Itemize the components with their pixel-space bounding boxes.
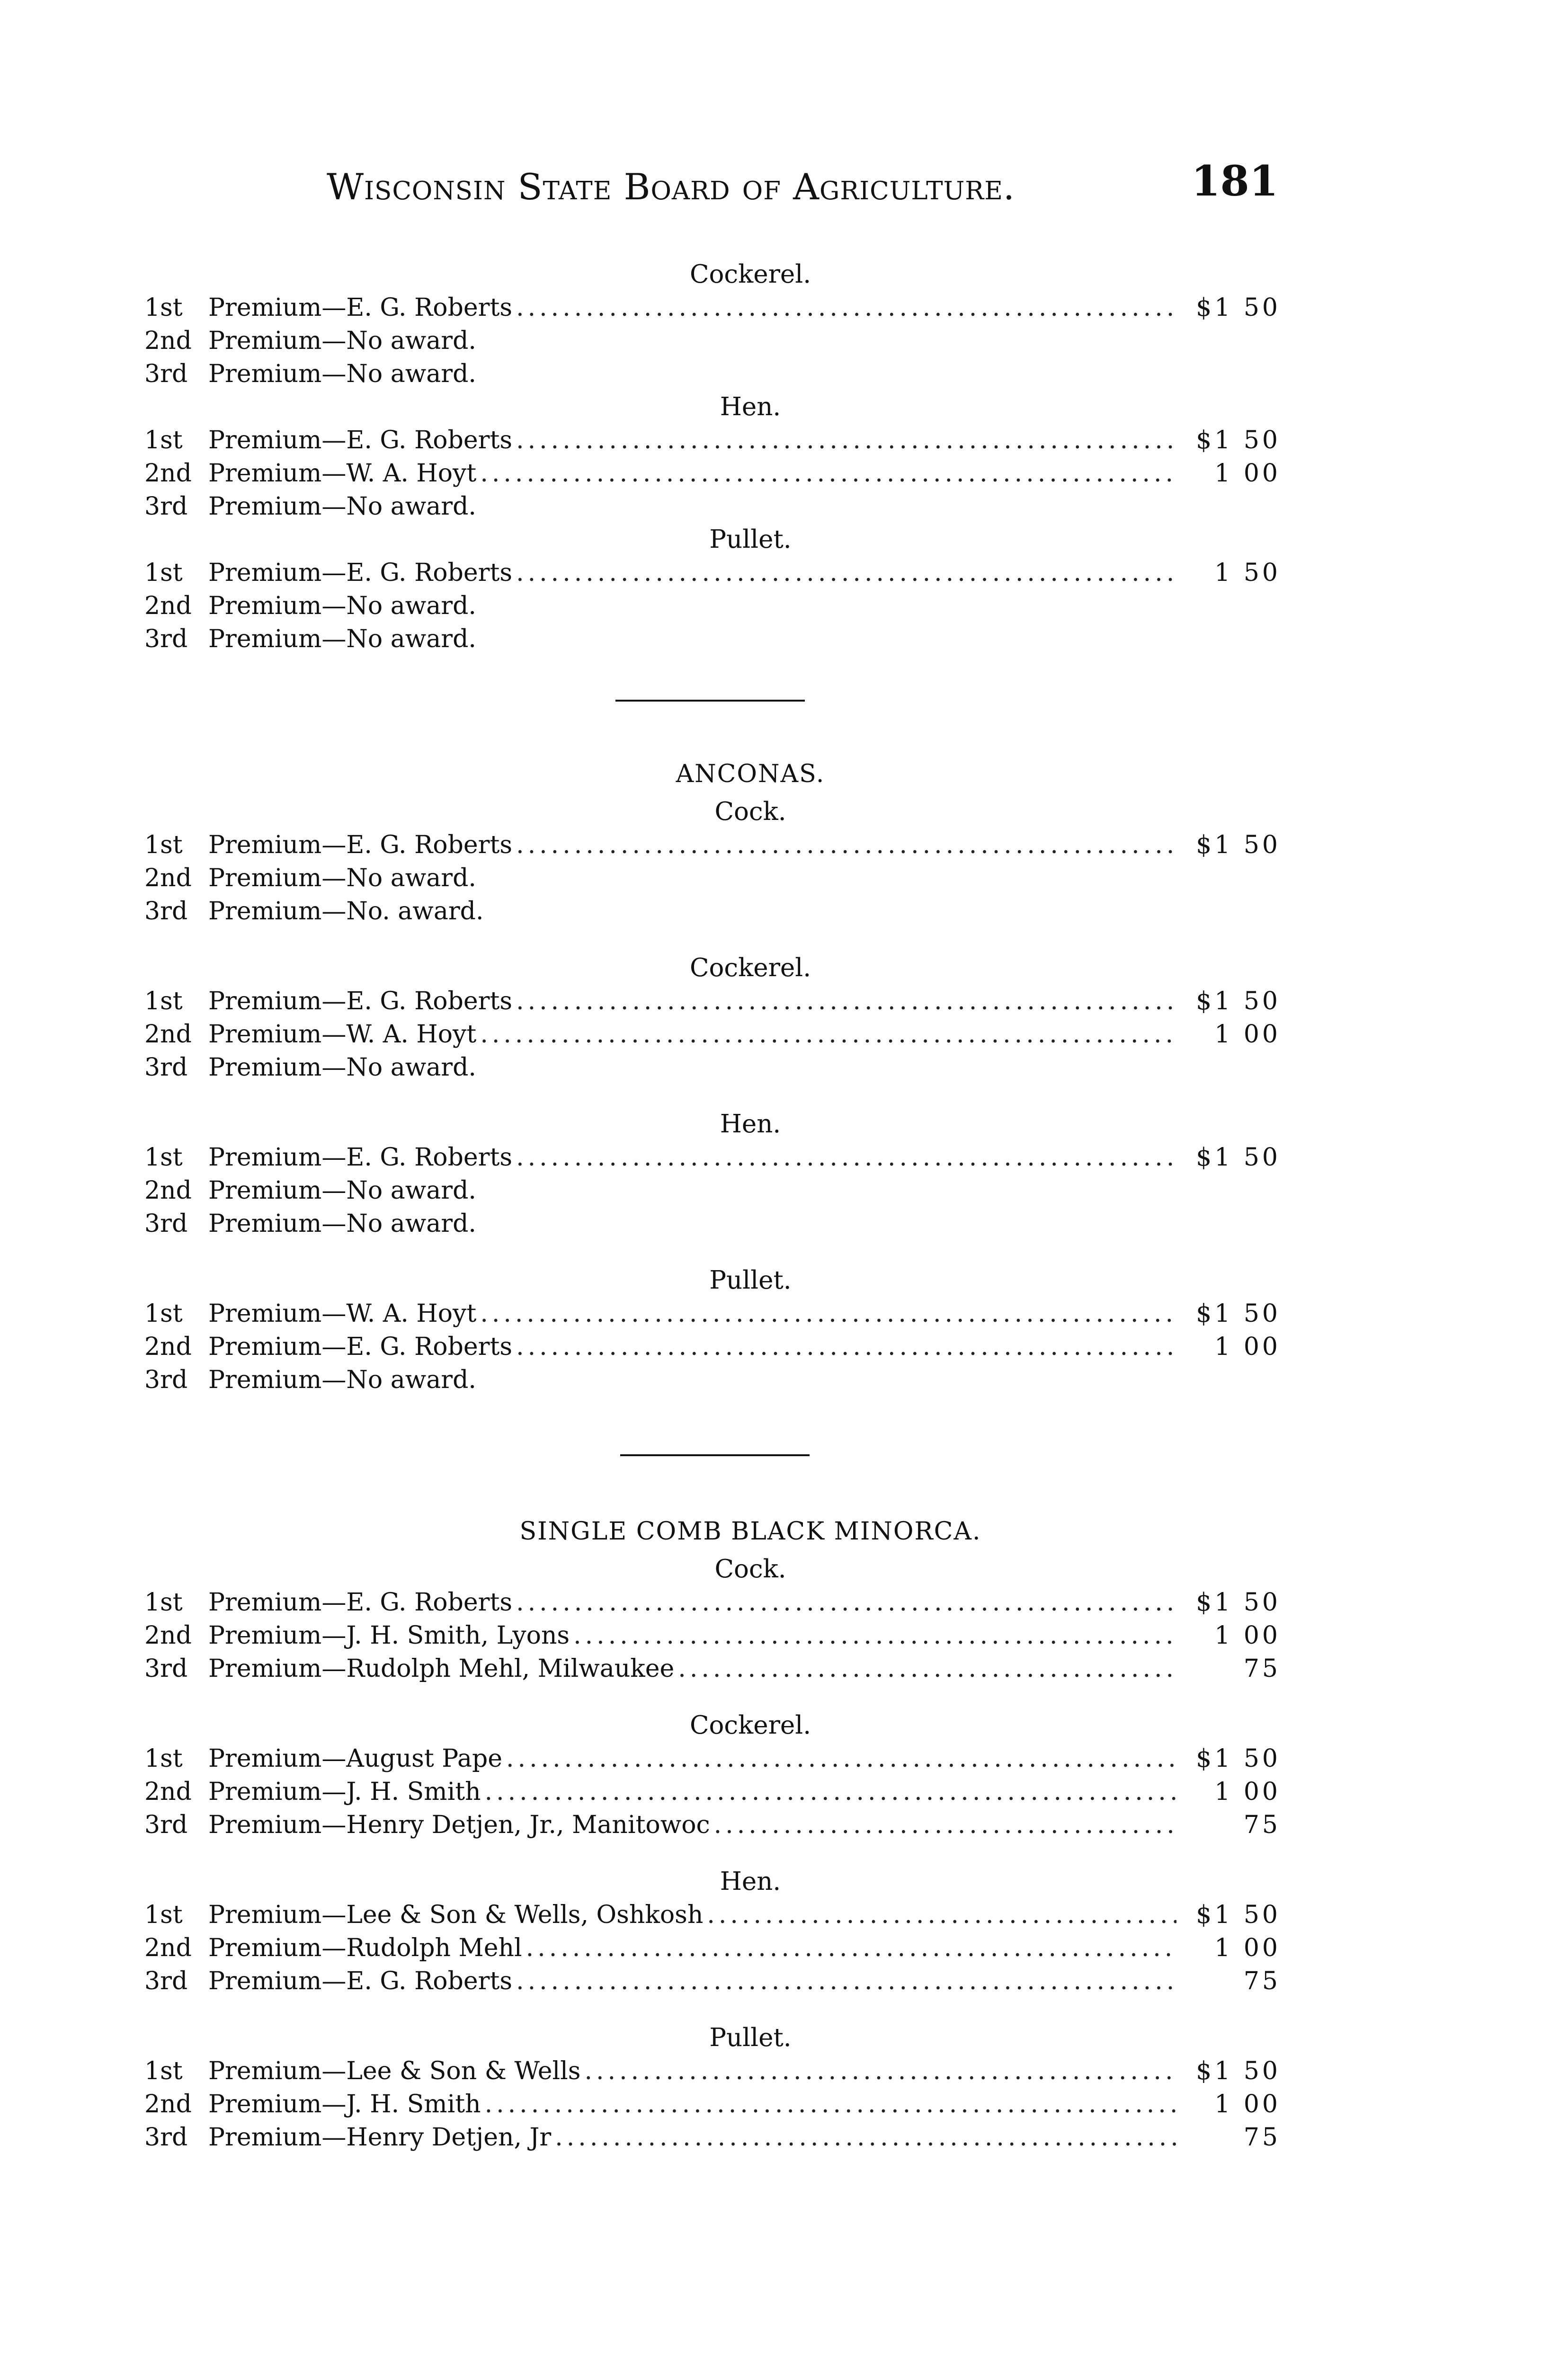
class-heading: Pullet. [709, 525, 792, 554]
award-place: 1st [144, 831, 183, 859]
award-row [144, 324, 1281, 357]
award-recipient: Premium—No award. [208, 492, 476, 521]
award-recipient: Premium—J. H. Smith, Lyons [208, 1621, 570, 1650]
award-place: 3rd [144, 897, 188, 925]
award-row [144, 589, 1281, 623]
award-row [144, 1775, 1281, 1808]
award-row [144, 862, 1281, 895]
award-amount: $1 50 [1196, 1299, 1281, 1328]
award-amount: 1 00 [1214, 1333, 1281, 1361]
award-row [144, 1965, 1281, 1998]
breed-heading: SINGLE COMB BLACK MINORCA. [519, 1517, 981, 1546]
award-recipient: Premium—No award. [208, 1210, 476, 1238]
award-amount: $1 50 [1196, 1901, 1281, 1929]
dot-leader [480, 1297, 1176, 1330]
section-anconas [144, 757, 1281, 1397]
award-recipient: Premium—No award. [208, 360, 476, 388]
award-place: 1st [144, 1901, 183, 1929]
award-row [144, 1207, 1281, 1240]
running-head [142, 156, 1278, 218]
award-row [144, 1051, 1281, 1084]
dot-leader [516, 985, 1176, 1018]
award-place: 3rd [144, 1210, 188, 1238]
dot-leader [516, 1586, 1176, 1619]
award-place: 3rd [144, 1053, 188, 1082]
award-place: 1st [144, 1744, 183, 1773]
award-row [144, 1174, 1281, 1207]
award-recipient: Premium—E. G. Roberts [208, 987, 513, 1015]
award-place: 3rd [144, 1655, 188, 1683]
award-row [144, 1330, 1281, 1363]
award-place: 2nd [144, 1020, 192, 1049]
award-recipient: Premium—E. G. Roberts [208, 1967, 513, 1995]
award-amount: 1 00 [1214, 1621, 1281, 1650]
award-place: 3rd [144, 360, 188, 388]
dot-leader [516, 1965, 1176, 1998]
award-amount: 75 [1243, 1811, 1281, 1839]
award-recipient: Premium—Henry Detjen, Jr [208, 2123, 552, 2152]
award-recipient: Premium—No award. [208, 625, 476, 653]
award-recipient: Premium—W. A. Hoyt [208, 1299, 477, 1328]
award-recipient: Premium—E. G. Roberts [208, 426, 513, 454]
award-row [144, 2055, 1281, 2088]
dot-leader [584, 2055, 1176, 2088]
award-amount: 1 00 [1214, 1020, 1281, 1049]
award-row [144, 2121, 1281, 2154]
award-recipient: Premium—E. G. Roberts [208, 294, 513, 322]
section-divider [615, 700, 805, 702]
award-recipient: Premium—Lee & Son & Wells [208, 2057, 581, 2085]
award-recipient: Premium—No award. [208, 1366, 476, 1394]
award-recipient: Premium—No award. [208, 1176, 476, 1205]
award-recipient: Premium—E. G. Roberts [208, 559, 513, 587]
dot-leader [573, 1619, 1176, 1652]
dot-leader [678, 1652, 1176, 1685]
dot-leader [516, 1330, 1176, 1363]
award-place: 1st [144, 559, 183, 587]
award-recipient: Premium—Lee & Son & Wells, Oshkosh [208, 1901, 704, 1929]
award-place: 1st [144, 426, 183, 454]
award-row [144, 424, 1281, 457]
class-heading: Hen. [720, 392, 781, 421]
award-row [144, 1931, 1281, 1965]
award-amount: 1 00 [1214, 1934, 1281, 1962]
award-amount: 75 [1243, 1655, 1281, 1683]
award-place: 3rd [144, 1366, 188, 1394]
dot-leader [714, 1808, 1176, 1842]
award-row [144, 556, 1281, 589]
award-recipient: Premium—No award. [208, 1053, 476, 1082]
dot-leader [485, 1775, 1176, 1808]
class-heading: Pullet. [709, 2023, 792, 2052]
award-recipient: Premium—No. award. [208, 897, 484, 925]
award-row [144, 1898, 1281, 1931]
award-recipient: Premium—No award. [208, 592, 476, 620]
award-amount: $1 50 [1196, 1143, 1281, 1172]
award-recipient: Premium—August Pape [208, 1744, 503, 1773]
award-place: 3rd [144, 625, 188, 653]
award-row [144, 895, 1281, 928]
award-row [144, 2088, 1281, 2121]
award-amount: 75 [1243, 2123, 1281, 2152]
dot-leader [555, 2121, 1176, 2154]
section-divider [620, 1454, 810, 1456]
award-amount: 75 [1243, 1967, 1281, 1995]
award-place: 1st [144, 1588, 183, 1617]
award-row [144, 1586, 1281, 1619]
award-place: 3rd [144, 2123, 188, 2152]
award-place: 2nd [144, 1176, 192, 1205]
award-place: 1st [144, 1299, 183, 1328]
award-amount: $1 50 [1196, 426, 1281, 454]
award-recipient: Premium—J. H. Smith [208, 1778, 481, 1806]
class-heading: Cockerel. [689, 953, 811, 982]
award-amount: $1 50 [1196, 831, 1281, 859]
running-title: Wisconsin State Board of Agriculture. [327, 166, 1016, 208]
award-place: 3rd [144, 492, 188, 521]
class-heading: Cockerel. [689, 260, 811, 289]
award-amount: $1 50 [1196, 987, 1281, 1015]
award-place: 2nd [144, 864, 192, 892]
dot-leader [707, 1898, 1176, 1931]
award-row [144, 1619, 1281, 1652]
award-recipient: Premium—W. A. Hoyt [208, 459, 477, 488]
award-recipient: Premium—E. G. Roberts [208, 1333, 513, 1361]
award-recipient: Premium—E. G. Roberts [208, 1143, 513, 1172]
award-recipient: Premium—Rudolph Mehl, Milwaukee [208, 1655, 675, 1683]
dot-leader [516, 424, 1176, 457]
dot-leader [526, 1931, 1176, 1965]
award-row [144, 1652, 1281, 1685]
award-amount: 1 00 [1214, 459, 1281, 488]
award-row [144, 1808, 1281, 1842]
dot-leader [516, 828, 1176, 862]
award-recipient: Premium—E. G. Roberts [208, 1588, 513, 1617]
award-amount: 1 00 [1214, 1778, 1281, 1806]
award-row [144, 1363, 1281, 1397]
award-row [144, 490, 1281, 523]
award-row [144, 1742, 1281, 1775]
award-recipient: Premium—No award. [208, 864, 476, 892]
award-recipient: Premium—No award. [208, 327, 476, 355]
section-continued [144, 258, 1281, 656]
award-place: 2nd [144, 592, 192, 620]
award-row [144, 357, 1281, 391]
award-place: 3rd [144, 1811, 188, 1839]
award-place: 2nd [144, 459, 192, 488]
award-row [144, 985, 1281, 1018]
award-row [144, 1141, 1281, 1174]
award-place: 1st [144, 987, 183, 1015]
award-place: 2nd [144, 1333, 192, 1361]
award-row [144, 623, 1281, 656]
award-place: 1st [144, 2057, 183, 2085]
award-amount: $1 50 [1196, 294, 1281, 322]
award-amount: $1 50 [1196, 2057, 1281, 2085]
dot-leader [480, 457, 1176, 490]
award-place: 2nd [144, 1778, 192, 1806]
class-heading: Hen. [720, 1867, 781, 1896]
award-row [144, 1297, 1281, 1330]
dot-leader [480, 1018, 1176, 1051]
award-recipient: Premium—Rudolph Mehl [208, 1934, 522, 1962]
dot-leader [516, 1141, 1176, 1174]
award-recipient: Premium—J. H. Smith [208, 2090, 481, 2118]
award-place: 3rd [144, 1967, 188, 1995]
dot-leader [485, 2088, 1176, 2121]
award-row [144, 457, 1281, 490]
class-heading: Cockerel. [689, 1711, 811, 1740]
class-heading: Cock. [714, 797, 786, 826]
breed-heading: ANCONAS. [676, 760, 825, 788]
award-place: 1st [144, 294, 183, 322]
award-amount: 1 00 [1214, 2090, 1281, 2118]
award-amount: 1 50 [1214, 559, 1281, 587]
award-amount: $1 50 [1196, 1744, 1281, 1773]
award-recipient: Premium—E. G. Roberts [208, 831, 513, 859]
class-heading: Pullet. [709, 1266, 792, 1295]
page-number: 181 [1191, 156, 1278, 205]
award-row [144, 1018, 1281, 1051]
award-recipient: Premium—Henry Detjen, Jr., Manitowoc [208, 1811, 710, 1839]
award-row [144, 291, 1281, 324]
award-place: 1st [144, 1143, 183, 1172]
class-heading: Hen. [720, 1110, 781, 1139]
award-recipient: Premium—W. A. Hoyt [208, 1020, 477, 1049]
class-heading: Cock. [714, 1555, 786, 1584]
award-place: 2nd [144, 327, 192, 355]
award-amount: $1 50 [1196, 1588, 1281, 1617]
section-single-comb-black-minorca [144, 1515, 1281, 2154]
award-place: 2nd [144, 1621, 192, 1650]
award-place: 2nd [144, 2090, 192, 2118]
award-place: 2nd [144, 1934, 192, 1962]
dot-leader [506, 1742, 1176, 1775]
dot-leader [516, 291, 1176, 324]
award-row [144, 828, 1281, 862]
dot-leader [516, 556, 1176, 589]
